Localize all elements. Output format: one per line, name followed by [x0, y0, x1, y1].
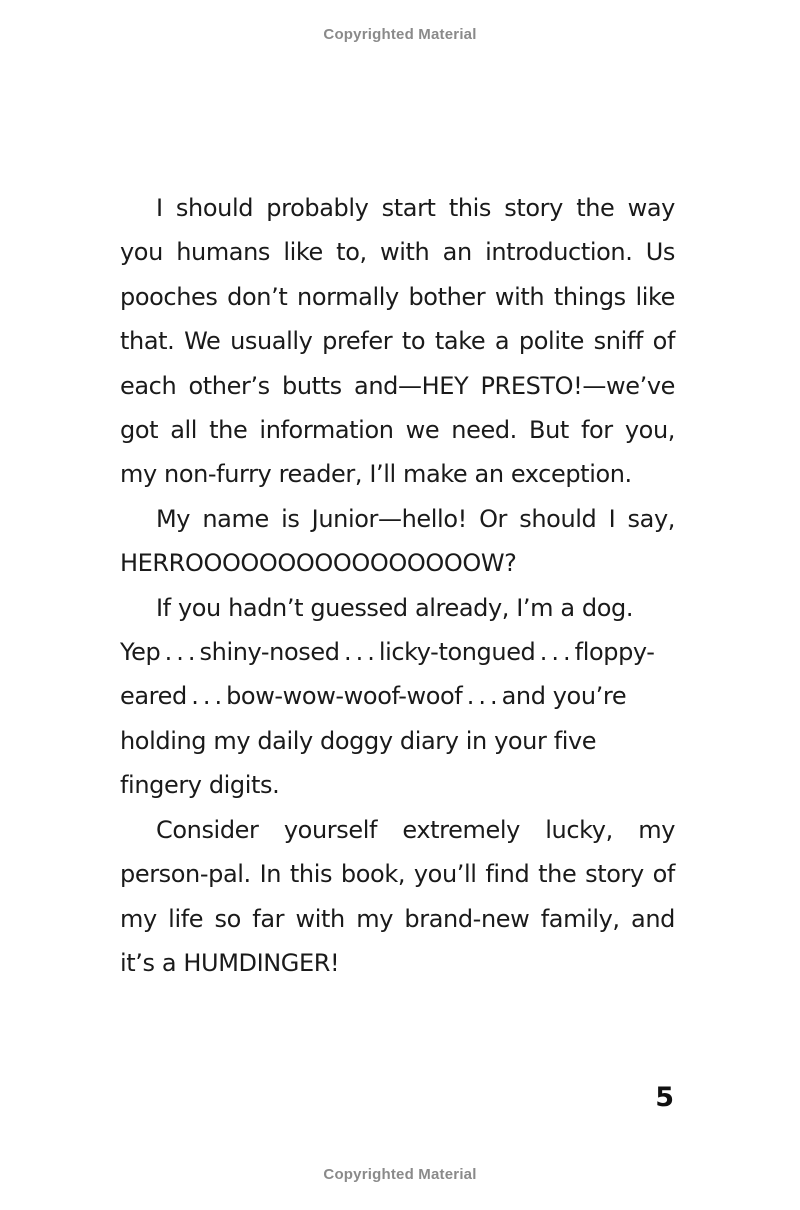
copyright-watermark-bottom: Copyrighted Material	[323, 1166, 477, 1183]
paragraph-introduction: I should probably start this story the way you humans like to, with an introduction. Us pooches don’t normally bother with things like that. We usually prefer to take a polite sniff of each other’s butts and—HEY PRESTO!—we’ve got all the information we need. But for you, my non-furry reader, I’ll make an exception.	[120, 194, 675, 489]
paragraph-name: My name is Junior—hello! Or should I say, HERROOOOOOOOOOOOOOOOW?	[120, 504, 675, 578]
paragraph-dog: If you hadn’t guessed already, I’m a dog. Yep . . . shiny-nosed . . . licky-tongued . . . floppy-eared . . . bow-wow-woof-woof . . . and you’re holding my daily doggy diary in your five fingery digits.	[120, 593, 655, 800]
page-number: 5	[655, 1082, 674, 1113]
body-text	[120, 186, 675, 985]
paragraph-lucky: Consider yourself extremely lucky, my person-pal. In this book, you’ll find the story of my life so far with my brand-new family, and it’s a HUMDINGER!	[120, 815, 675, 977]
copyright-watermark-top: Copyrighted Material	[323, 26, 477, 43]
